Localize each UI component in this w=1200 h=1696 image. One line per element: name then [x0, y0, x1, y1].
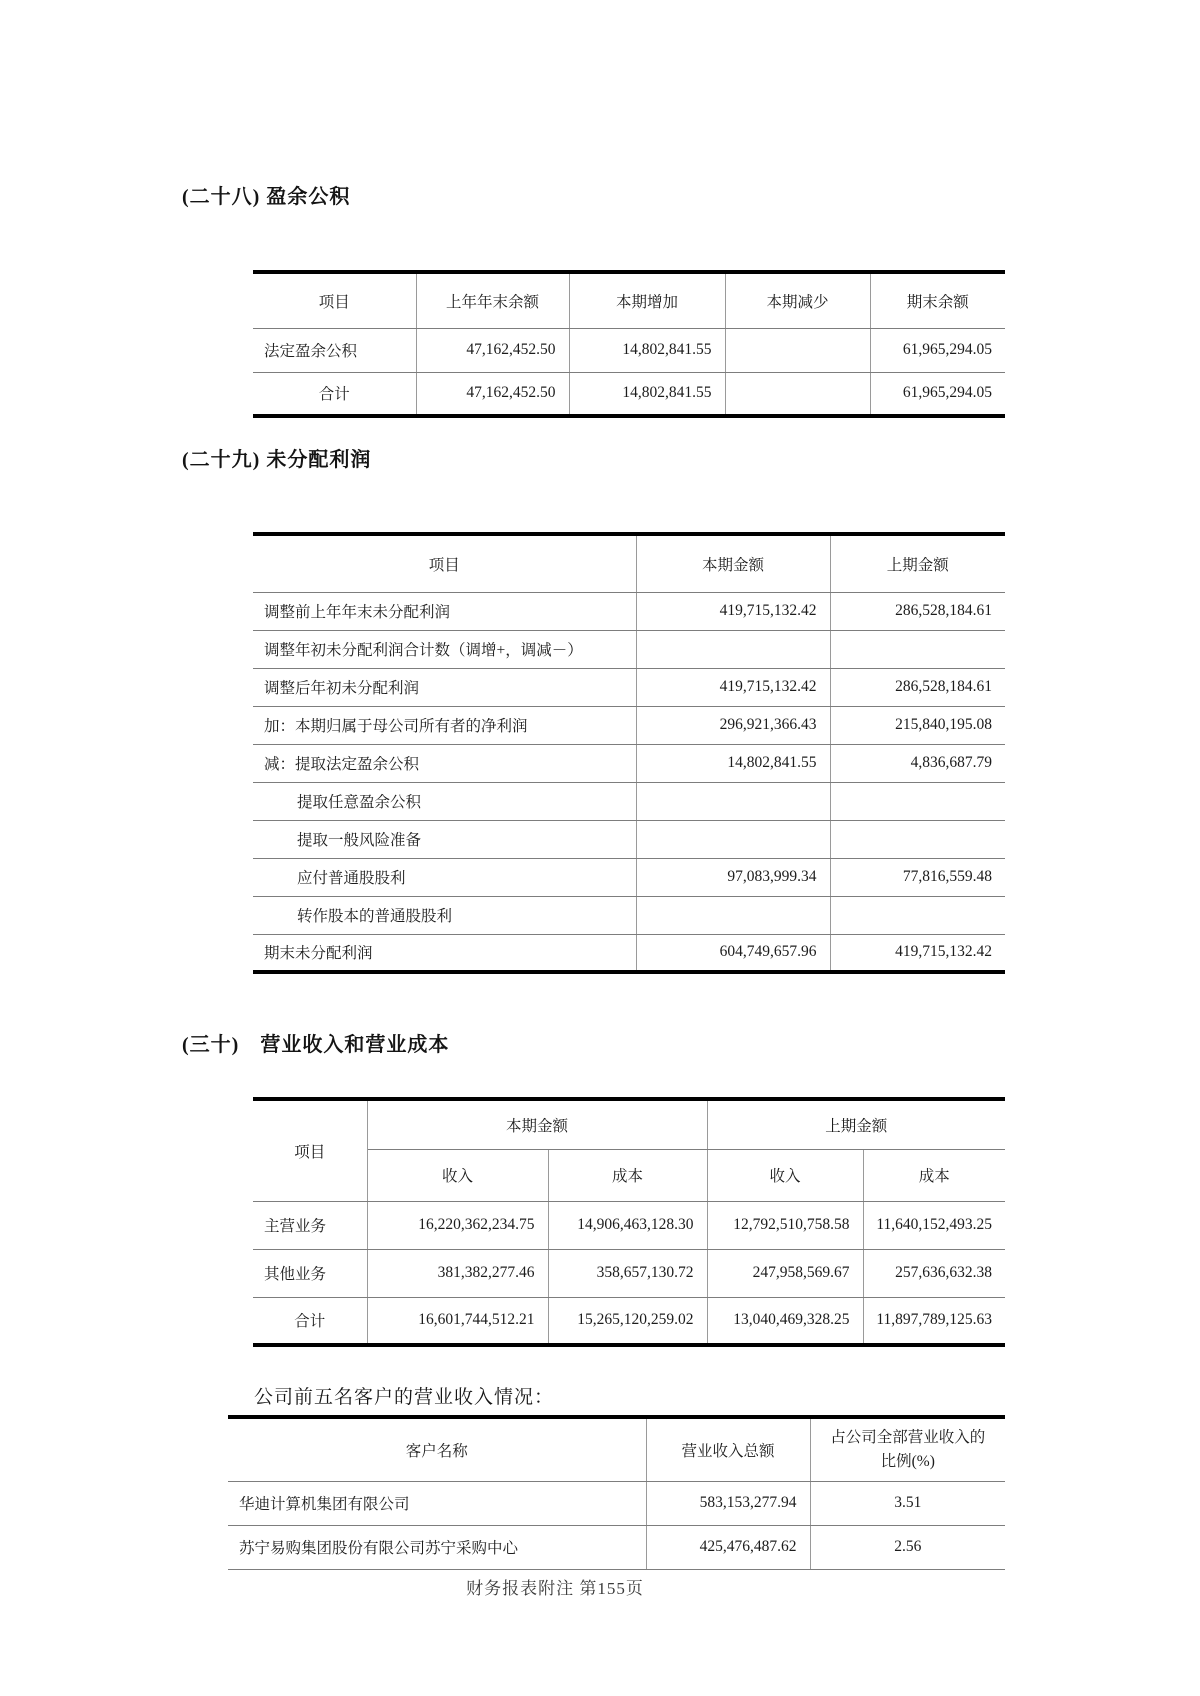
amount-cell: 15,265,120,259.02 [548, 1297, 707, 1345]
surplus-reserve-table [253, 270, 1005, 418]
subheader-cell: 成本 [548, 1149, 707, 1201]
amount-cell [830, 630, 1005, 668]
item-cell: 转作股本的普通股股利 [253, 896, 636, 934]
amount-cell: 358,657,130.72 [548, 1249, 707, 1297]
subheader-cell: 收入 [367, 1149, 548, 1201]
amount-cell: 14,802,841.55 [569, 328, 725, 372]
item-cell: 合计 [253, 372, 416, 416]
amount-cell: 16,601,744,512.21 [367, 1297, 548, 1345]
header-cell: 期末余额 [870, 272, 1005, 328]
amount-cell [636, 896, 830, 934]
amount-cell: 381,382,277.46 [367, 1249, 548, 1297]
table-row [253, 858, 1005, 896]
amount-cell: 419,715,132.42 [636, 592, 830, 630]
amount-cell: 13,040,469,328.25 [707, 1297, 863, 1345]
amount-cell: 14,802,841.55 [636, 744, 830, 782]
subheader-cell: 收入 [707, 1149, 863, 1201]
table-row-total [253, 1297, 1005, 1345]
table-row [228, 1525, 1005, 1569]
item-cell: 加：本期归属于母公司所有者的净利润 [253, 706, 636, 744]
table-row [253, 592, 1005, 630]
amount-cell: 14,906,463,128.30 [548, 1201, 707, 1249]
header-cell-current-group: 本期金额 [367, 1099, 707, 1149]
ratio-cell: 3.51 [810, 1481, 1005, 1525]
amount-cell: 583,153,277.94 [646, 1481, 810, 1525]
amount-cell: 47,162,452.50 [416, 372, 569, 416]
table-row [253, 896, 1005, 934]
amount-cell [830, 782, 1005, 820]
header-cell: 本期增加 [569, 272, 725, 328]
amount-cell: 77,816,559.48 [830, 858, 1005, 896]
item-cell: 减：提取法定盈余公积 [253, 744, 636, 782]
undistributed-profit-table [253, 532, 1005, 974]
header-cell: 本期减少 [725, 272, 870, 328]
item-cell: 法定盈余公积 [253, 328, 416, 372]
header-cell: 上年年末余额 [416, 272, 569, 328]
item-cell: 期末未分配利润 [253, 934, 636, 972]
table-row [253, 782, 1005, 820]
table-row [253, 1201, 1005, 1249]
section-30-heading: (三十) 营业收入和营业成本 [182, 1034, 450, 1056]
table-row [253, 328, 1005, 372]
amount-cell: 247,958,569.67 [707, 1249, 863, 1297]
item-cell: 调整前上年年末未分配利润 [253, 592, 636, 630]
amount-cell: 419,715,132.42 [636, 668, 830, 706]
table-header-row [253, 534, 1005, 592]
customer-name-cell: 苏宁易购集团股份有限公司苏宁采购中心 [228, 1525, 646, 1569]
top-customers-table [228, 1415, 1005, 1570]
table-row [253, 630, 1005, 668]
amount-cell [725, 372, 870, 416]
amount-cell: 11,640,152,493.25 [863, 1201, 1005, 1249]
table-header-row [253, 272, 1005, 328]
section-28-heading: (二十八) 盈余公积 [182, 186, 351, 208]
amount-cell: 286,528,184.61 [830, 668, 1005, 706]
item-cell: 其他业务 [253, 1249, 367, 1297]
table-row [253, 744, 1005, 782]
table-row [253, 1249, 1005, 1297]
header-ratio-line1: 占公司全部营业收入的 [830, 1428, 986, 1446]
table-row [253, 820, 1005, 858]
item-cell: 应付普通股股利 [253, 858, 636, 896]
ratio-cell: 2.56 [810, 1525, 1005, 1569]
amount-cell: 604,749,657.96 [636, 934, 830, 972]
table-group-header-row [253, 1099, 1005, 1149]
amount-cell [636, 630, 830, 668]
item-cell: 合计 [253, 1297, 367, 1345]
page-footer: 财务报表附注 第155页 [466, 1579, 644, 1598]
amount-cell [830, 820, 1005, 858]
customers-intro-text: 公司前五名客户的营业收入情况： [254, 1387, 555, 1408]
amount-cell: 215,840,195.08 [830, 706, 1005, 744]
table-row [253, 706, 1005, 744]
table-row [253, 934, 1005, 972]
header-cell: 项目 [253, 534, 636, 592]
amount-cell: 14,802,841.55 [569, 372, 725, 416]
amount-cell: 257,636,632.38 [863, 1249, 1005, 1297]
amount-cell [725, 328, 870, 372]
header-cell: 项目 [253, 1099, 367, 1201]
item-cell: 提取一般风险准备 [253, 820, 636, 858]
header-cell: 上期金额 [830, 534, 1005, 592]
amount-cell: 419,715,132.42 [830, 934, 1005, 972]
header-cell: 客户名称 [228, 1417, 646, 1481]
header-cell-prior-group: 上期金额 [707, 1099, 1005, 1149]
customer-name-cell: 华迪计算机集团有限公司 [228, 1481, 646, 1525]
header-cell: 项目 [253, 272, 416, 328]
amount-cell [830, 896, 1005, 934]
section-29-heading: (二十九) 未分配利润 [182, 449, 372, 471]
amount-cell: 97,083,999.34 [636, 858, 830, 896]
revenue-cost-table [253, 1097, 1005, 1347]
item-cell: 主营业务 [253, 1201, 367, 1249]
amount-cell: 296,921,366.43 [636, 706, 830, 744]
amount-cell [636, 820, 830, 858]
amount-cell: 11,897,789,125.63 [863, 1297, 1005, 1345]
table-row-total [253, 372, 1005, 416]
amount-cell: 16,220,362,234.75 [367, 1201, 548, 1249]
subheader-cell: 成本 [863, 1149, 1005, 1201]
table-row [228, 1481, 1005, 1525]
amount-cell [636, 782, 830, 820]
header-cell-ratio [810, 1417, 1005, 1481]
amount-cell: 286,528,184.61 [830, 592, 1005, 630]
table-header-row [228, 1417, 1005, 1481]
item-cell: 调整后年初未分配利润 [253, 668, 636, 706]
header-cell: 营业收入总额 [646, 1417, 810, 1481]
item-cell: 调整年初未分配利润合计数（调增+，调减－） [253, 630, 636, 668]
amount-cell: 61,965,294.05 [870, 328, 1005, 372]
header-ratio-line2: 比例(%) [880, 1452, 935, 1470]
table-row [253, 668, 1005, 706]
amount-cell: 4,836,687.79 [830, 744, 1005, 782]
amount-cell: 47,162,452.50 [416, 328, 569, 372]
amount-cell: 61,965,294.05 [870, 372, 1005, 416]
header-cell: 本期金额 [636, 534, 830, 592]
amount-cell: 12,792,510,758.58 [707, 1201, 863, 1249]
amount-cell: 425,476,487.62 [646, 1525, 810, 1569]
item-cell: 提取任意盈余公积 [253, 782, 636, 820]
